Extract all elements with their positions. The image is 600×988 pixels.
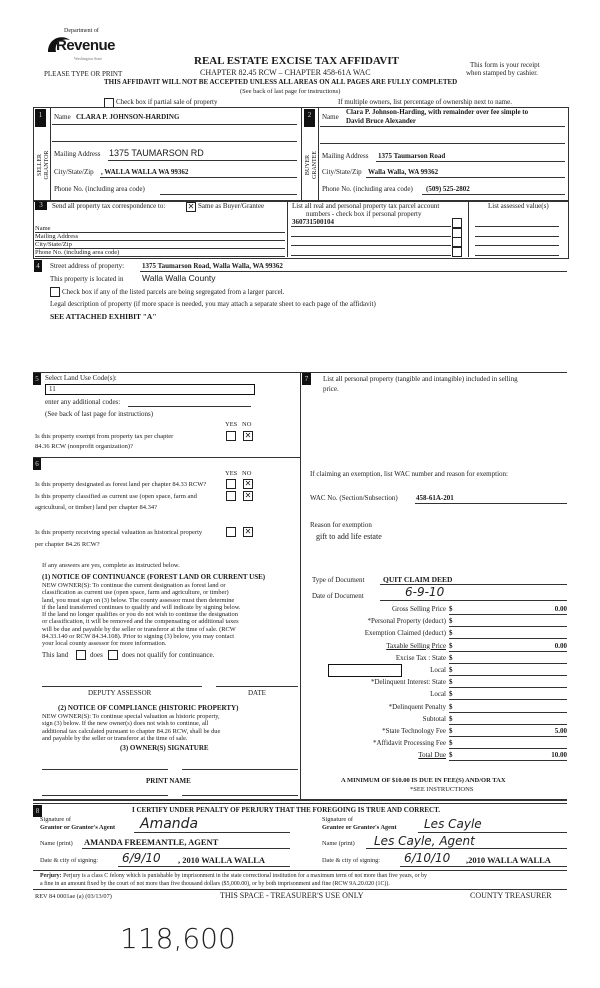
personal-property-checkbox[interactable] (452, 247, 462, 257)
forest-yes-checkbox[interactable] (226, 479, 236, 489)
current-use-no-checkbox[interactable]: ✕ (244, 491, 252, 500)
owner-signature-line-2[interactable] (182, 769, 298, 770)
fee-line (449, 724, 567, 725)
grantor-city[interactable]: , 2010 WALLA WALLA (178, 855, 266, 865)
current-use-question-2: agricultural, or timber) land per chapter 84.34? (35, 504, 158, 511)
grantor-date[interactable]: 6/9/10 (122, 851, 161, 865)
exemption-label: If claiming an exemption, list WAC number and reason for exemption: (310, 470, 508, 478)
grantor-name-label: Name (print) (40, 840, 73, 847)
currency-symbol: $ (449, 605, 453, 613)
grantee-city[interactable]: ,2010 WALLA WALLA (466, 855, 551, 865)
correspondence-row (35, 233, 285, 241)
parcel-number[interactable]: 360731500104 (292, 218, 334, 226)
certification: I CERTIFY UNDER PENALTY OF PERJURY THAT THE FOREGOING IS TRUE AND CORRECT. (132, 806, 441, 814)
fee-label: Taxable Selling Price (386, 641, 446, 650)
buyer-name-line-1[interactable]: Clara P. Johnson-Harding, with remainder over fee simple to (346, 108, 529, 116)
partial-sale-label: Check box if partial sale of property (116, 98, 218, 106)
land-use-code: 11 (49, 385, 56, 393)
segregated-label: Check box if any of the listed parcels are being segregated from a larger parcel. (62, 288, 285, 296)
assessor-date-label: DATE (248, 689, 266, 697)
wac-label: WAC No. (Section/Subsection) (310, 494, 398, 502)
correspondence-row (35, 225, 285, 233)
personal-property-checkbox[interactable] (452, 237, 462, 247)
buyer-grantee-label: BUYER GRANTEE (305, 151, 318, 179)
current-use-yes-checkbox[interactable] (226, 491, 236, 501)
if-yes-note: If any answers are yes, complete as instructed below. (42, 562, 180, 569)
perjury-notice: Perjury: Perjury is a class C felony which is punishable by imprisonment in the state correctional institution for a maximum term of not more than five years, or by a fine in an amount fixed by the court of not more than five thousand dollars ($5,000.00), or by both imprisonment and fine (RCW 9A.20.020 (1C)). (40, 873, 427, 887)
fee-value[interactable]: 5.00 (554, 727, 567, 735)
assessed-value-field[interactable] (475, 226, 559, 227)
owner-signature-line-1[interactable] (42, 769, 168, 770)
does-not-label: does not qualify for continuance. (122, 651, 215, 659)
additional-codes-field[interactable] (128, 406, 251, 407)
assessed-value-field[interactable] (475, 245, 559, 246)
grantor-signature[interactable]: Amanda (140, 816, 199, 832)
grantee-name[interactable]: Les Cayle, Agent (374, 834, 475, 848)
section-1-number: 1 (35, 109, 46, 127)
assessed-value-field[interactable] (475, 236, 559, 237)
exempt-yes-checkbox[interactable] (226, 431, 236, 441)
fee-line (449, 760, 567, 761)
fee-line (449, 699, 567, 700)
fee-label: Subtotal (422, 714, 446, 723)
correspondence-mailing-label: Mailing Address (35, 233, 79, 240)
buyer-name-label: Name (322, 113, 339, 121)
buyer-phone[interactable]: (509) 525-2802 (426, 185, 470, 193)
fee-label: Local (430, 690, 446, 699)
personal-property-label-2: price. (323, 385, 339, 393)
currency-symbol: $ (449, 690, 453, 699)
fee-line (449, 675, 567, 676)
forest-no-checkbox[interactable]: ✕ (244, 479, 252, 488)
fee-value[interactable]: 10.00 (551, 751, 567, 760)
notice-continuance-title: (1) NOTICE OF CONTINUANCE (FOREST LAND OR CURRENT USE) (42, 573, 266, 581)
doc-date-label: Date of Document (312, 592, 364, 600)
historic-question-2: per chapter 84.26 RCW? (35, 541, 100, 548)
fee-label: Excise Tax : State (395, 653, 446, 662)
fee-line (449, 626, 567, 627)
same-as-buyer-checkbox[interactable]: ✕ (187, 202, 195, 211)
fee-line (449, 651, 567, 652)
currency-symbol: $ (449, 678, 453, 687)
fee-line (449, 748, 567, 749)
please-type: PLEASE TYPE OR PRINT (44, 70, 123, 78)
fee-line (449, 712, 567, 713)
currency-symbol: $ (449, 727, 453, 735)
local-tax-code-box[interactable] (328, 664, 402, 677)
same-as-buyer-label: Same as Buyer/Grantee (198, 202, 265, 210)
fee-value[interactable]: 0.00 (554, 641, 567, 650)
owner-signature-title: (3) OWNER(S) SIGNATURE (120, 744, 209, 752)
currency-symbol: $ (449, 714, 453, 723)
assessor-date-line[interactable] (216, 686, 298, 687)
section-4-number: 4 (34, 260, 42, 272)
buyer-phone-label: Phone No. (including area code) (322, 185, 413, 193)
forest-land-question: Is this property designated as forest land per chapter 84.33 RCW? (35, 481, 207, 488)
correspondence-row (35, 249, 285, 257)
seller-phone-label: Phone No. (including area code) (54, 185, 145, 193)
qualifies-checkbox[interactable] (76, 650, 86, 660)
fee-line (449, 638, 567, 639)
land-use-code-field[interactable] (45, 384, 255, 395)
exemption-reason[interactable]: gift to add life estate (316, 532, 382, 541)
currency-symbol: $ (449, 641, 453, 650)
segregated-checkbox[interactable] (50, 287, 60, 297)
correspondence-name-label: Name (35, 225, 51, 232)
personal-property-checkbox[interactable] (452, 218, 462, 228)
currency-symbol: $ (449, 666, 453, 674)
dor-logo (44, 28, 114, 64)
logo-main-text: Revenue (56, 37, 116, 54)
additional-codes-label: enter any additional codes: (45, 398, 121, 406)
personal-property-label: List all personal property (tangible and intangible) included in selling (323, 375, 518, 383)
land-use-instructions: (See back of last page for instructions) (45, 410, 154, 418)
instructions-note: (See back of last page for instructions) (240, 88, 341, 95)
seller-grantor-label: SELLER GRANTOR (37, 150, 50, 180)
section-8-number: 8 (33, 805, 42, 817)
historic-question-1: Is this property receiving special valuation as historical property (35, 529, 203, 536)
see-instructions-note: *SEE INSTRUCTIONS (410, 786, 474, 793)
multiple-owners-note: If multiple owners, list percentage of ownership next to name. (338, 98, 512, 106)
doc-type-label: Type of Document (312, 576, 365, 584)
fee-label: *Delinquent Penalty (388, 702, 446, 711)
fee-label: Exemption Claimed (deduct) (364, 629, 446, 638)
not-qualifies-checkbox[interactable] (108, 650, 118, 660)
exempt-question-2: 84.36 RCW (nonprofit organization)? (35, 443, 133, 450)
fee-line (449, 687, 567, 688)
exempt-no-checkbox[interactable]: ✕ (244, 431, 252, 440)
seller-mailing-label: Mailing Address (54, 150, 101, 158)
current-use-question-1: Is this property classified as current use (open space, farm and (35, 493, 197, 500)
correspondence-field[interactable] (35, 256, 285, 257)
currency-symbol: $ (449, 653, 453, 662)
buyer-city[interactable]: Walla Walla, WA 99362 (368, 168, 439, 176)
form-title: REAL ESTATE EXCISE TAX AFFIDAVIT (194, 55, 399, 67)
fee-line (449, 663, 567, 664)
wac-number[interactable]: 458-61A-201 (416, 494, 454, 502)
currency-symbol: $ (449, 751, 453, 760)
grantor-date-label: Date & city of signing: (40, 857, 99, 864)
grantee-name-label: Name (print) (322, 840, 355, 847)
doc-date[interactable]: 6-9-10 (405, 585, 445, 599)
legal-description[interactable]: SEE ATTACHED EXHIBIT "A" (50, 312, 157, 321)
notice-compliance-body: NEW OWNER(S): To continue special valuation as historic property, sign (3) below. If the new owner(s) does not wish to continue, all additional tax calculated pursuant to chapter 84.26 RCW, shall be due and payable by the seller or transferor at the time of sale. (42, 713, 221, 742)
deputy-assessor-signature-line[interactable] (42, 686, 202, 687)
currency-symbol: $ (449, 617, 453, 626)
seller-phone-field[interactable] (160, 194, 297, 195)
logo-sub-text: Washington State (74, 56, 103, 61)
land-use-label: Select Land Use Code(s): (45, 374, 117, 382)
correspondence-row (35, 241, 285, 249)
does-label: does (90, 651, 103, 659)
parcel-line (291, 236, 451, 237)
assessed-value-field[interactable] (475, 255, 559, 256)
print-name-label: PRINT NAME (146, 777, 191, 785)
chapter-line: CHAPTER 82.45 RCW – CHAPTER 458-61A WAC (200, 68, 371, 77)
fee-line (449, 614, 567, 615)
parcel-header-1: List all real and personal property tax parcel account (292, 202, 440, 210)
reason-label: Reason for exemption (310, 521, 372, 529)
fee-label: *Personal Property (deduct) (367, 617, 446, 626)
located-label: This property is located in (50, 275, 124, 283)
parcel-header-2: numbers - check box if personal property (306, 210, 422, 218)
treasurer-use-label: THIS SPACE - TREASURER'S USE ONLY (220, 891, 364, 900)
exempt-question-1: Is this property exempt from property tax per chapter (35, 433, 174, 440)
historic-yes-checkbox[interactable] (226, 527, 236, 537)
parcel-line (291, 255, 451, 256)
receipt-note-2: when stamped by cashier. (466, 69, 538, 77)
this-land-label: This land (42, 651, 69, 659)
currency-symbol: $ (449, 702, 453, 711)
form-id: REV 84 0001ae (a) (03/13/07) (35, 893, 112, 900)
buyer-city-label: City/State/Zip (322, 168, 362, 176)
handwritten-amount: 118,600 (120, 922, 236, 955)
property-county[interactable]: Walla Walla County (142, 273, 216, 283)
fee-label: Gross Selling Price (391, 605, 446, 613)
historic-no-checkbox[interactable]: ✕ (244, 527, 252, 536)
no-header: NO (242, 421, 252, 428)
notice-continuance-body: NEW OWNER(S): To continue the current designation as forest land or classification as current use (open space, farm and agriculture, or timber) land, you must sign on (3) below. The county assessor must then determine if the land transferred continues to qualify and will indicate by signing below. If the land no longer qualifies or you do not wish to continue the designation or classification, it will be removed and the compensating or additional taxes will be due and payable by the seller or transferor at the time of sale. (RCW 84.33.140 or RCW 84.34.108). Prior to signing (3) below, you may contact your local county assessor for more information. (42, 582, 241, 648)
grantor-signature-label-2: Grantor or Grantor's Agent (40, 824, 116, 831)
county-treasurer-label: COUNTY TREASURER (470, 891, 552, 900)
seller-name-label: Name (54, 113, 71, 121)
parcel-line (291, 245, 451, 246)
legal-description-label: Legal description of property (if more space is needed, you may attach a separate sheet to each page of the affidavit) (50, 300, 376, 308)
section-3-number: 3 (35, 201, 47, 210)
correspondence-label: Send all property tax correspondence to: (52, 202, 166, 210)
grantee-signature-label-1: Signature of (322, 816, 353, 823)
correspondence-phone-label: Phone No. (including area code) (35, 249, 120, 256)
grantee-date[interactable]: 6/10/10 (404, 851, 451, 865)
section-5-number: 5 (33, 373, 41, 385)
buyer-name-line-2[interactable]: David Bruce Alexander (346, 117, 416, 125)
currency-symbol: $ (449, 629, 453, 638)
yes-header-6: YES (225, 470, 238, 477)
seller-city[interactable]: , WALLA WALLA WA 99362 (101, 168, 189, 176)
fee-label: *Affidavit Processing Fee (373, 739, 446, 748)
no-header-6: NO (242, 470, 252, 477)
correspondence-city-label: City/State/Zip (35, 241, 72, 248)
section-7-number: 7 (302, 373, 311, 385)
currency-symbol: $ (449, 739, 453, 748)
grantor-name[interactable]: AMANDA FREEMANTLE, AGENT (84, 837, 219, 847)
minimum-due-note: A MINIMUM OF $10.00 IS DUE IN FEE(S) AND/OR TAX (341, 777, 506, 784)
fee-label: *Delinquent Interest: State (370, 678, 446, 687)
fee-line (449, 736, 567, 737)
seller-mailing[interactable]: 1375 TAUMARSON RD (109, 148, 204, 158)
street-label: Street address of property: (50, 262, 125, 270)
parcel-line (291, 226, 451, 227)
warning: THIS AFFIDAVIT WILL NOT BE ACCEPTED UNLESS ALL AREAS ON ALL PAGES ARE FULLY COMPLETED (104, 78, 458, 86)
deputy-assessor-label: DEPUTY ASSESSOR (88, 689, 152, 697)
notice-compliance-title: (2) NOTICE OF COMPLIANCE (HISTORIC PROPERTY) (58, 704, 239, 712)
section-2-number: 2 (304, 109, 315, 127)
receipt-note-1: This form is your receipt (470, 61, 540, 69)
grantee-signature-label-2: Grantee or Grantee's Agent (322, 824, 397, 831)
fee-label: *State Technology Fee (382, 727, 446, 735)
fee-value[interactable]: 0.00 (554, 605, 567, 613)
corr-labels-stack (35, 225, 285, 257)
assessed-header: List assessed value(s) (488, 202, 549, 210)
grantee-signature[interactable]: Les Cayle (424, 817, 482, 831)
seller-name[interactable]: CLARA P. JOHNSON-HARDING (76, 113, 180, 121)
section-6-number: 6 (33, 458, 41, 470)
fee-label: Total Due (418, 751, 446, 760)
grantor-signature-label-1: Signature of (40, 816, 71, 823)
property-street[interactable]: 1375 Taumarson Road, Walla Walla, WA 99362 (142, 262, 283, 270)
doc-type[interactable]: QUIT CLAIM DEED (383, 575, 453, 584)
personal-property-checkbox[interactable] (452, 228, 462, 238)
buyer-mailing[interactable]: 1375 Taumarson Road (378, 152, 446, 160)
grantee-date-label: Date & city of signing: (322, 857, 381, 864)
logo-top-text: Department of (64, 28, 99, 34)
buyer-mailing-label: Mailing Address (322, 152, 369, 160)
seller-city-label: City/State/Zip (54, 168, 94, 176)
fee-label: Local (430, 666, 446, 674)
yes-header: YES (225, 421, 238, 428)
